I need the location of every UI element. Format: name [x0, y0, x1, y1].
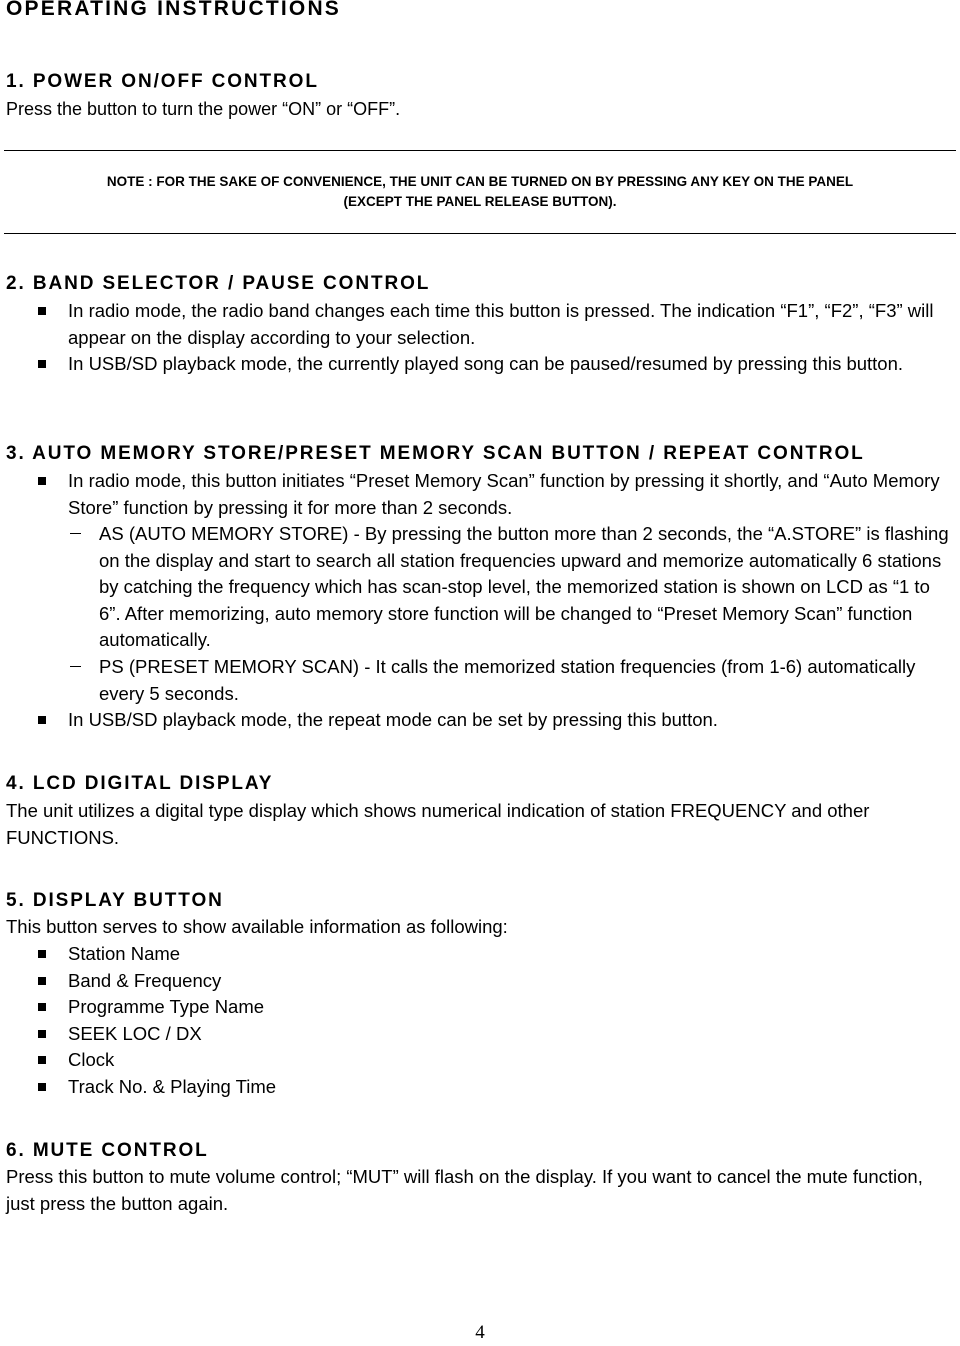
list-item-text: In USB/SD playback mode, the currently played song can be paused/resumed by pressing this button.	[68, 353, 904, 374]
note-bottom-rule	[4, 233, 956, 234]
dash-icon	[70, 533, 81, 534]
bullet-square-icon	[38, 1030, 46, 1038]
page-title: OPERATING INSTRUCTIONS	[6, 0, 342, 20]
section-2-heading: 2. BAND SELECTOR / PAUSE CONTROL	[6, 273, 431, 294]
section-3-heading: 3. AUTO MEMORY STORE/PRESET MEMORY SCAN BUTTON / REPEAT CONTROL	[6, 443, 865, 464]
section-1-heading: 1. POWER ON/OFF CONTROL	[6, 71, 319, 92]
bullet-square-icon	[38, 716, 46, 724]
list-item-text: Clock	[68, 1049, 115, 1070]
bullet-square-icon	[38, 360, 46, 368]
list-item-text: Station Name	[68, 943, 181, 964]
list-item-text: Track No. & Playing Time	[68, 1076, 277, 1097]
sub-list-item-text: PS (PRESET MEMORY SCAN) - It calls the memorized station frequencies (from 1-6) automatically every 5 seconds.	[99, 656, 916, 704]
note-line-1: NOTE : FOR THE SAKE OF CONVENIENCE, THE UNIT CAN BE TURNED ON BY PRESSING ANY KEY ON THE PANEL	[106, 174, 854, 189]
dash-icon	[70, 666, 81, 667]
list-item-text: In USB/SD playback mode, the repeat mode can be set by pressing this button.	[68, 709, 718, 730]
sub-list-item-text: AS (AUTO MEMORY STORE) - By pressing the button more than 2 seconds, the “A.STORE” is flashing on the display and start to search all station frequencies upward and memorize automatically 6 stations by catching the frequency which has scan-stop level, the memorized station is shown on LCD as “1 to 6”. After memorizing, auto memory store function will be changed to “Preset Memory Scan” function automatically.	[99, 523, 949, 651]
page-number: 4	[475, 1322, 485, 1343]
section-6-heading: 6. MUTE CONTROL	[6, 1140, 209, 1161]
section-4-text: The unit utilizes a digital type display which shows numerical indication of station FREQUENCY and other FUNCTIONS.	[6, 800, 870, 848]
section-6-text: Press this button to mute volume control; “MUT” will flash on the display. If you want to cancel the mute function, just press the button again.	[6, 1166, 923, 1214]
section-5-heading: 5. DISPLAY BUTTON	[6, 890, 224, 911]
note-line-2: (EXCEPT THE PANEL RELEASE BUTTON).	[343, 194, 617, 209]
bullet-square-icon	[38, 1083, 46, 1091]
bullet-square-icon	[38, 477, 46, 485]
list-item-text: Programme Type Name	[68, 996, 265, 1017]
note-top-rule	[4, 150, 956, 151]
list-item-text: Band & Frequency	[68, 970, 222, 991]
bullet-square-icon	[38, 1003, 46, 1011]
bullet-square-icon	[38, 307, 46, 315]
bullet-square-icon	[38, 1056, 46, 1064]
section-4-heading: 4. LCD DIGITAL DISPLAY	[6, 773, 274, 794]
bullet-square-icon	[38, 950, 46, 958]
bullet-square-icon	[38, 977, 46, 985]
list-item-text: In radio mode, this button initiates “Preset Memory Scan” function by pressing it shortly, and “Auto Memory Store” function by pressing it for more than 2 seconds.	[68, 470, 940, 518]
section-5-text: This button serves to show available information as following:	[6, 916, 508, 937]
list-item-text: SEEK LOC / DX	[68, 1023, 202, 1044]
section-1-text: Press the button to turn the power “ON” or “OFF”.	[6, 99, 401, 119]
list-item-text: In radio mode, the radio band changes each time this button is pressed. The indication “F1”, “F2”, “F3” will appear on the display according to your selection.	[68, 300, 934, 348]
